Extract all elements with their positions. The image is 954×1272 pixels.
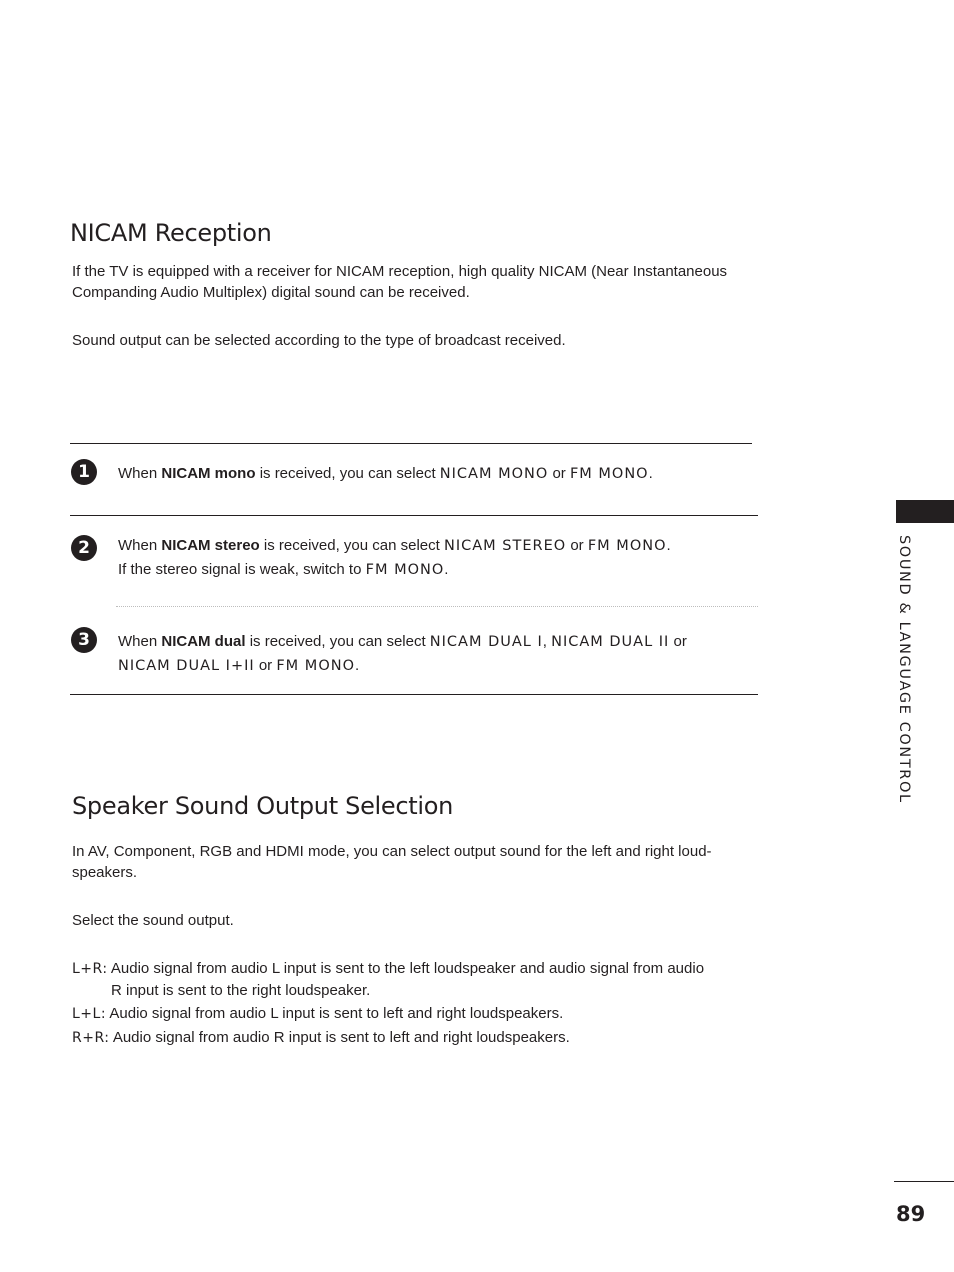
option-label: FM MONO [587,538,667,554]
step-3-number: 3 [71,627,97,653]
step-text-comma: , [542,633,547,650]
page-number-rule [894,1181,954,1182]
step-text-end: . [666,537,671,554]
nicam-intro-2: Sound output can be selected according to the type of broadcast received. [72,332,566,349]
list-item [72,958,772,1001]
output-key: L+L: [72,1006,107,1022]
step-text-end: . [355,657,360,674]
table-top-rule [70,443,752,444]
dotted-divider [116,606,758,607]
output-description-cont: R input is sent to the right loudspeaker. [111,982,371,999]
option-label: NICAM DUAL I+II [118,658,255,674]
option-label: FM MONO [365,562,445,578]
step-2-number: 2 [71,535,97,561]
step-text-or: or [570,537,584,554]
page-number: 89 [896,1202,926,1226]
step-text-line2: If the stereo signal is weak, switch to [118,561,362,578]
output-key: R+R: [72,1030,110,1046]
step-text-end: . [648,465,653,482]
step-text-or: or [673,633,687,650]
option-label: NICAM STEREO [443,538,567,554]
output-description: Audio signal from audio L input is sent to the left loudspeaker and audio signal from audio [110,960,705,977]
step-text-mid: is received, you can select [259,465,436,482]
step-text-when: When [118,633,158,650]
step-text-when: When [118,537,158,554]
step-text-mid: is received, you can select [249,633,426,650]
signal-name: NICAM dual [161,633,246,650]
signal-name: NICAM stereo [161,537,260,554]
option-label: FM MONO [276,658,355,674]
section-tab-marker [896,500,954,523]
list-item [72,1027,772,1049]
row-divider [70,515,758,516]
step-text-when: When [118,465,158,482]
step-text-end: . [444,561,449,578]
option-label: NICAM DUAL I [429,634,543,650]
output-description: Audio signal from audio L input is sent to left and right loudspeakers. [109,1005,564,1022]
option-label: FM MONO [569,466,649,482]
nicam-title: NICAM Reception [70,219,272,247]
nicam-intro: If the TV is equipped with a receiver for NICAM reception, high quality NICAM (Near Instantaneous Companding Audio Multiplex) digital sound can be received. [72,263,728,301]
speaker-title: Speaker Sound Output Selection [72,792,454,820]
list-item [72,1003,772,1025]
step-text-or: or [258,657,273,674]
option-label: NICAM MONO [439,466,549,482]
output-key: L+R: [72,961,108,977]
step-2-text [118,534,671,582]
speaker-intro-2: Select the sound output. [72,912,234,929]
table-bottom-rule [70,694,758,695]
step-text-or: or [552,465,566,482]
step-1-number: 1 [71,459,97,485]
section-label: SOUND & LANGUAGE CONTROL [896,535,912,804]
step-text-mid: is received, you can select [263,537,440,554]
step-1-text [118,462,653,486]
output-description: Audio signal from audio R input is sent to left and right loudspeakers. [112,1029,570,1046]
step-3-text [118,630,687,678]
signal-name: NICAM mono [161,465,256,482]
speaker-intro: In AV, Component, RGB and HDMI mode, you can select output sound for the left and right loud-speakers. [72,843,712,881]
option-label: NICAM DUAL II [551,634,670,650]
